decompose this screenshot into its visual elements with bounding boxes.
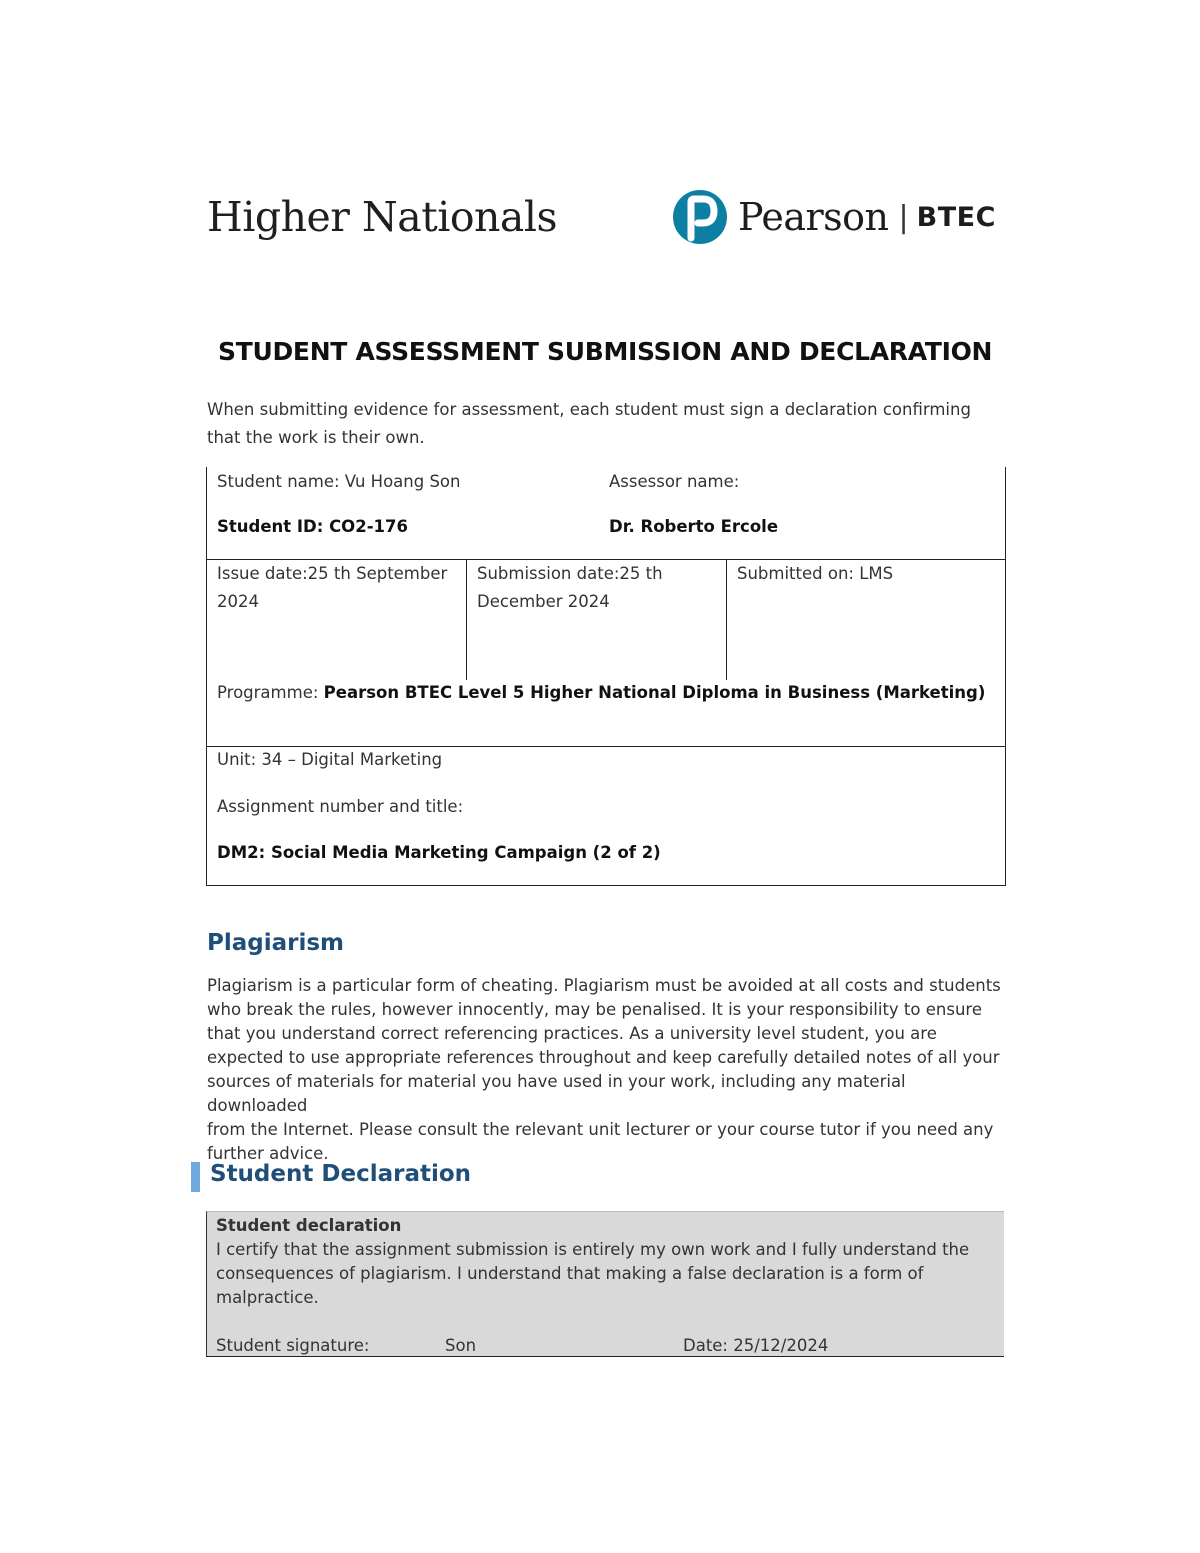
declaration-line: malpractice. — [216, 1288, 319, 1307]
plagiarism-line: that you understand correct referencing practices. As a university level student, you are — [207, 1024, 937, 1043]
declaration-date: Date: 25/12/2024 — [683, 1336, 829, 1355]
plagiarism-line: from the Internet. Please consult the relevant unit lecturer or your course tutor if you need any — [207, 1120, 994, 1139]
logo-separator: | — [898, 199, 909, 235]
plagiarism-heading: Plagiarism — [207, 930, 345, 956]
assessor-label: Assessor name: — [609, 472, 740, 491]
submission-date-line2: December 2024 — [477, 592, 610, 611]
plagiarism-line: Plagiarism is a particular form of cheating. Plagiarism must be avoided at all costs and students — [207, 976, 1001, 995]
btec-brand-text: BTEC — [916, 201, 996, 233]
declaration-body — [216, 1238, 969, 1310]
signature-value: Son — [445, 1336, 477, 1355]
plagiarism-line: sources of materials for material you have used in your work, including any material downloaded — [207, 1072, 906, 1115]
assignment-label: Assignment number and title: — [217, 797, 464, 816]
intro-paragraph: When submitting evidence for assessment, each student must sign a declaration confirming that the work is their own. — [207, 400, 971, 447]
submission-date-line1: Submission date:25 th — [477, 564, 663, 583]
assignment-title: DM2: Social Media Marketing Campaign (2 of 2) — [217, 843, 661, 862]
table-column-divider — [726, 560, 727, 680]
table-column-divider — [466, 560, 467, 680]
form-title: STUDENT ASSESSMENT SUBMISSION AND DECLARATION — [218, 337, 993, 366]
submission-info-table — [206, 467, 1006, 886]
programme-value: Pearson BTEC Level 5 Higher National Diploma in Business (Marketing) — [323, 683, 986, 702]
declaration-line: I certify that the assignment submission is entirely my own work and I fully understand the — [216, 1240, 970, 1259]
pearson-btec-logo — [672, 186, 996, 248]
issue-date-line1: Issue date:25 th September — [217, 564, 448, 583]
assessor-name: Dr. Roberto Ercole — [609, 517, 779, 536]
programme-row — [217, 683, 985, 702]
higher-nationals-title: Higher Nationals — [207, 193, 558, 241]
pearson-brand-text: Pearson — [738, 195, 889, 239]
pearson-logo-icon — [672, 186, 728, 248]
issue-date-line2: 2024 — [217, 592, 259, 611]
plagiarism-line: further advice. — [207, 1144, 329, 1163]
table-divider — [207, 559, 1005, 560]
student-declaration-heading: Student Declaration — [210, 1161, 472, 1187]
declaration-box-title: Student declaration — [216, 1216, 402, 1235]
student-id: Student ID: CO2-176 — [217, 517, 408, 536]
plagiarism-line: expected to use appropriate references throughout and keep carefully detailed notes of all your — [207, 1048, 1000, 1067]
unit: Unit: 34 – Digital Marketing — [217, 750, 443, 769]
student-name: Student name: Vu Hoang Son — [217, 472, 461, 491]
declaration-box — [206, 1211, 1004, 1357]
programme-label: Programme: — [217, 683, 324, 702]
bookmark-marker — [191, 1162, 200, 1192]
submitted-on: Submitted on: LMS — [737, 564, 894, 583]
plagiarism-line: who break the rules, however innocently, may be penalised. It is your responsibility to ensure — [207, 1000, 982, 1019]
declaration-line: consequences of plagiarism. I understand that making a false declaration is a form of — [216, 1264, 924, 1283]
signature-label: Student signature: — [216, 1336, 370, 1355]
plagiarism-paragraph — [207, 974, 1007, 1166]
table-divider — [207, 746, 1005, 747]
